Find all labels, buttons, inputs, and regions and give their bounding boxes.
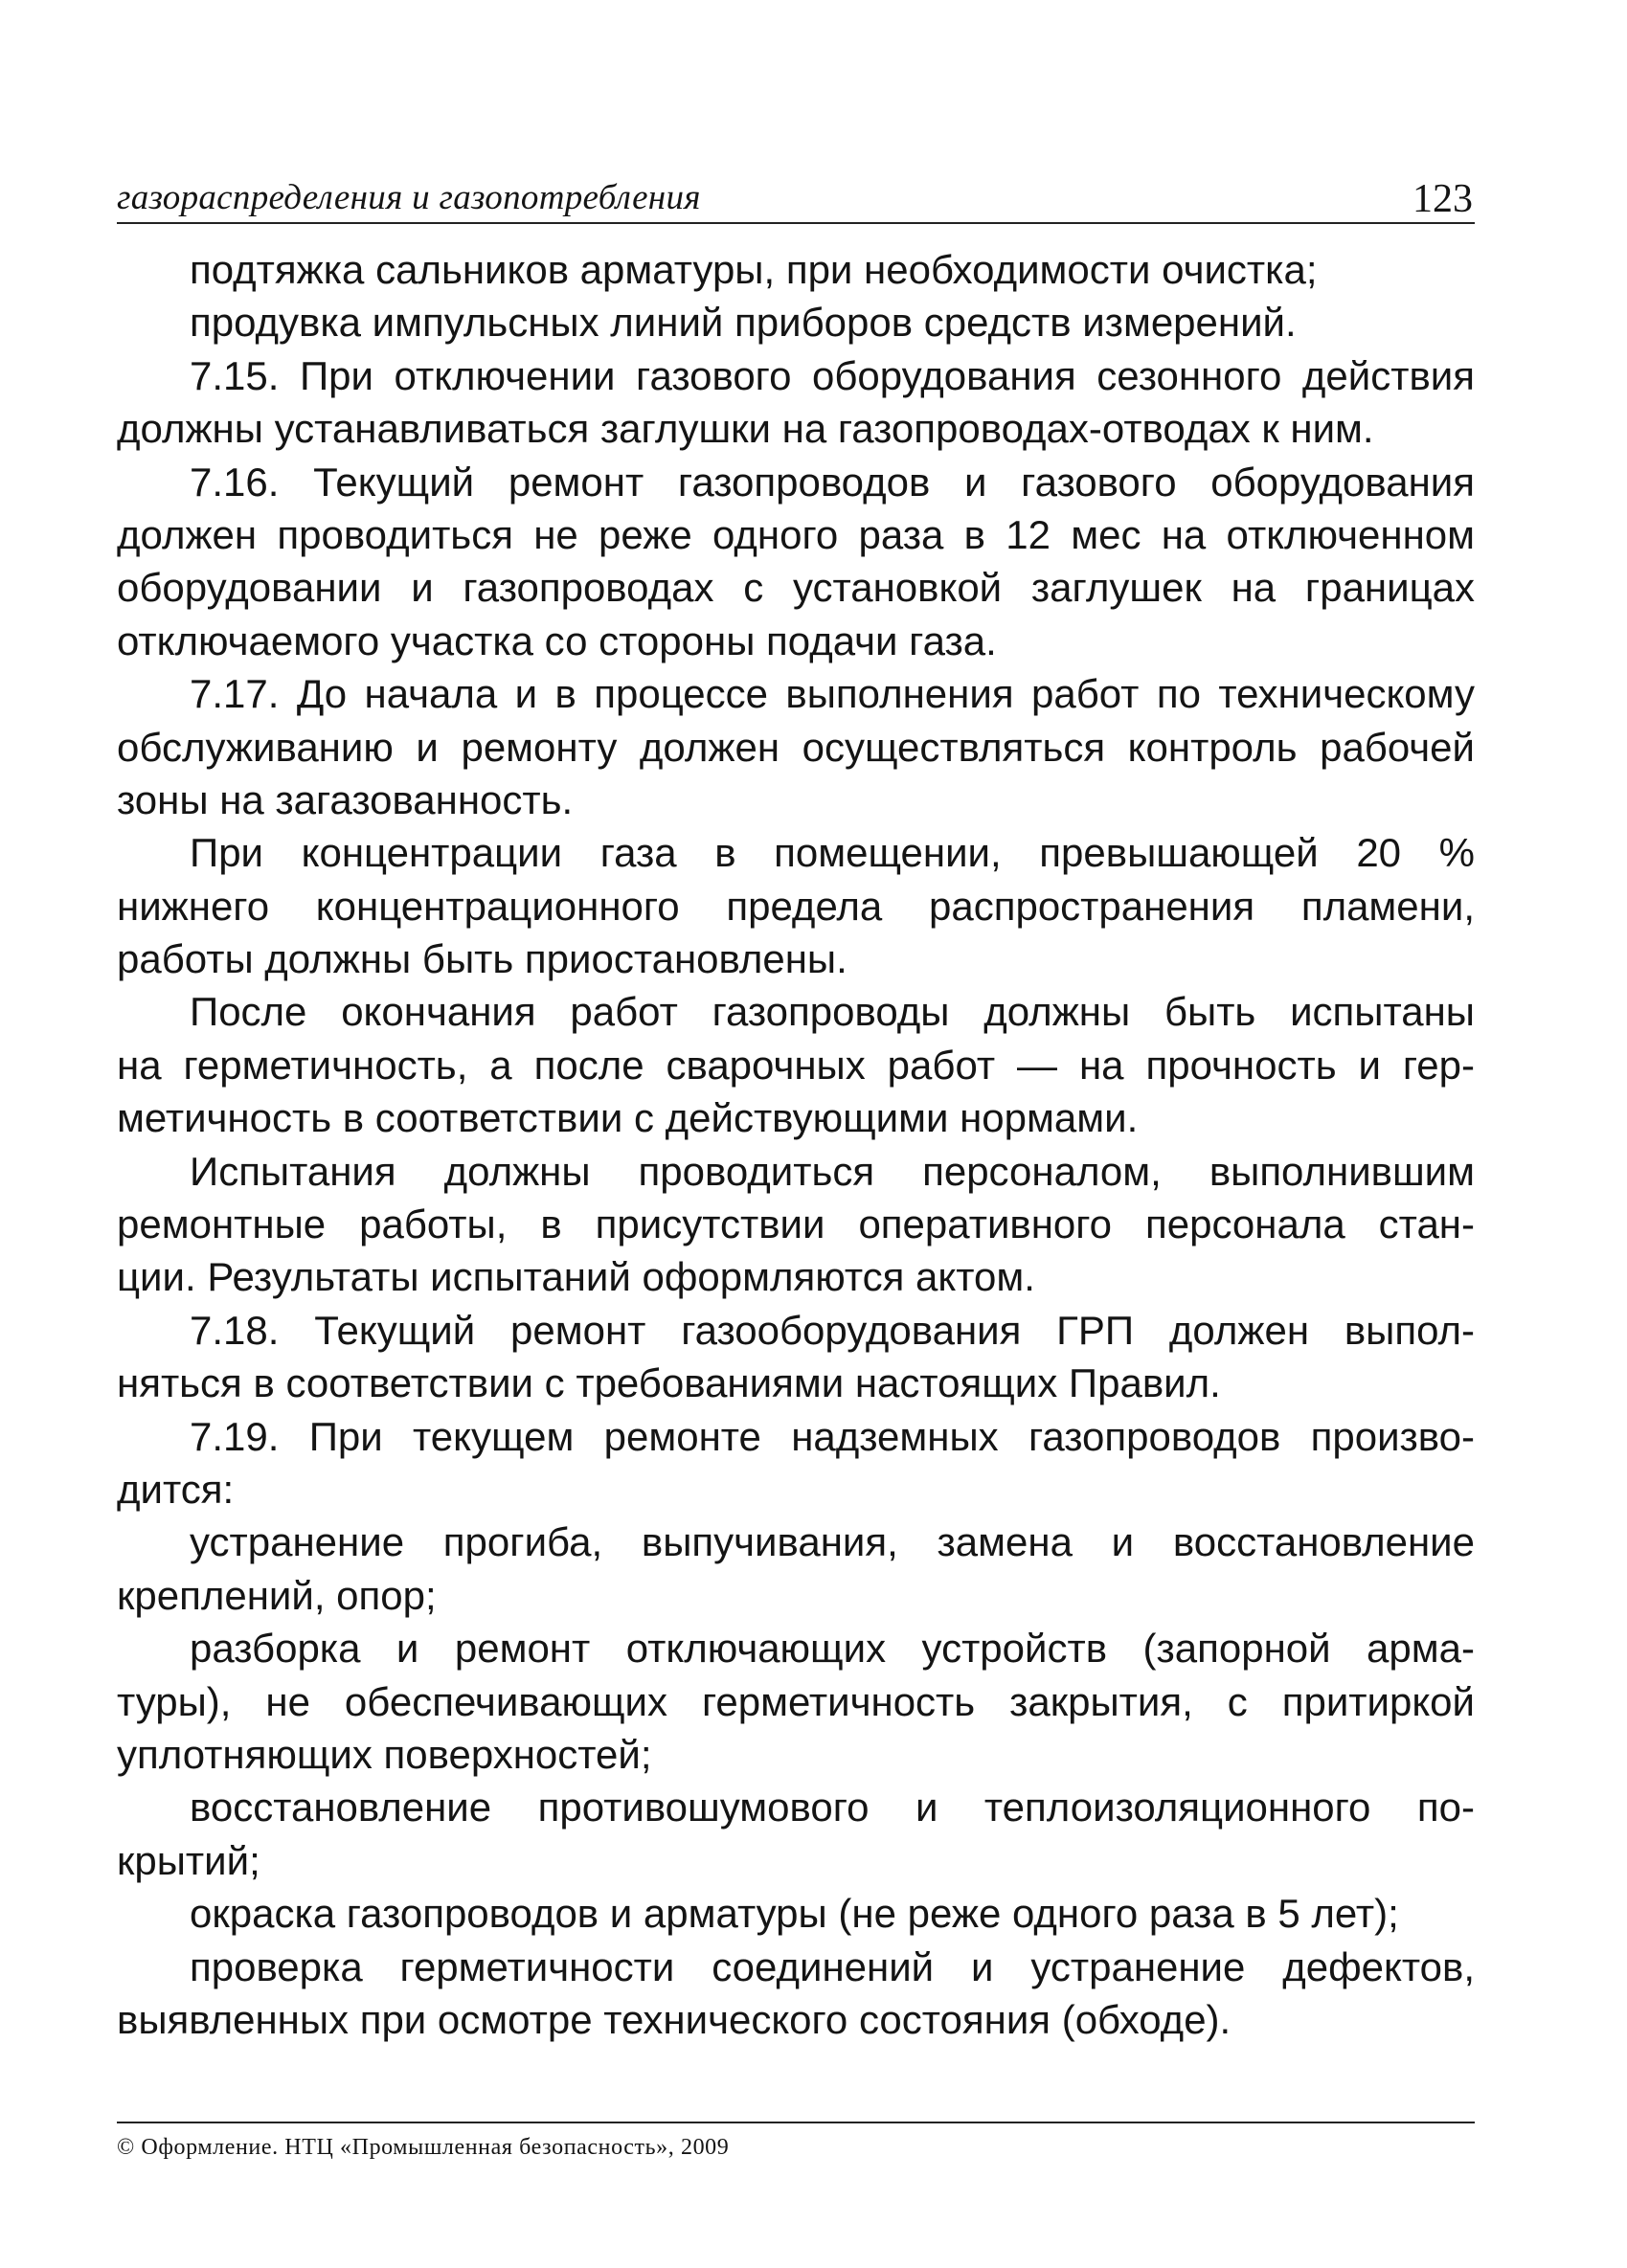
text-line: 7.17. До начала и в процессе выполнения работ по техническому [190,671,1475,717]
text-line: проверка герметичности соединений и устранение дефектов, [190,1943,1475,1989]
text-line: выявленных при осмотре технического состояния (обходе). [117,1996,1232,2042]
text-line: устранение прогиба, выпучивания, замена и восстановление [190,1519,1475,1565]
text-line: подтяжка сальников арматуры, при необходимости очистка; [190,247,1318,292]
text-line: зоны на загазованность. [117,776,574,822]
body-text [117,243,1475,2046]
text-line: уплотняющих поверхностей; [117,1731,652,1777]
text-line: разборка и ремонт отключающих устройств (запорной арма- [190,1626,1475,1672]
text-line: крытий; [117,1837,260,1883]
text-line: работы должны быть приостановлены. [117,936,847,982]
text-line: ремонтные работы, в присутствии оперативного персонала стан- [117,1201,1475,1247]
text-line: 7.19. При текущем ремонте надземных газопроводов произво- [190,1413,1475,1459]
text-line: на герметичность, а после сварочных работ — на прочность и гер- [117,1042,1475,1088]
text-line: туры), не обеспечивающих герметичность закрытия, с притиркой [117,1678,1475,1724]
text-line: ции. Результаты испытаний оформляются актом. [117,1254,1035,1300]
text-line: Испытания должны проводиться персоналом, выполнившим [190,1148,1475,1194]
text-line: окраска газопроводов и арматуры (не реже одного раза в 5 лет); [190,1891,1399,1937]
text-line: При концентрации газа в помещении, превышающей 20 % [190,830,1475,876]
text-line: должны устанавливаться заглушки на газопроводах-отводах к ним. [117,406,1374,452]
page-number: 123 [1412,177,1473,221]
text-line: 7.16. Текущий ремонт газопроводов и газового оборудования [190,459,1475,505]
running-title: газораспределения и газопотребления [117,178,701,217]
text-line: продувка импульсных линий приборов средств измерений. [190,300,1297,346]
footer-copyright: © Оформление. НТЦ «Промышленная безопасность», 2009 [117,2122,1475,2161]
text-line: отключаемого участка со стороны подачи газа. [117,618,997,663]
text-line: креплений, опор; [117,1572,437,1618]
text-line: дится: [117,1466,235,1512]
text-line: После окончания работ газопроводы должны быть испытаны [190,989,1475,1035]
text-line: 7.15. При отключении газового оборудования сезонного действия [190,352,1475,398]
text-line: няться в соответствии с требованиями настоящих Правил. [117,1360,1221,1406]
text-line: 7.18. Текущий ремонт газооборудования ГРП должен выпол- [190,1307,1475,1353]
text-line: восстановление противошумового и теплоизоляционного по- [190,1785,1475,1830]
text-line: обслуживанию и ремонту должен осуществляться контроль рабочей [117,724,1475,770]
text-line: оборудовании и газопроводах с установкой заглушек на границах [117,565,1475,611]
text-line: должен проводиться не реже одного раза в 12 мес на отключенном [117,511,1475,557]
running-header [117,172,1475,224]
text-line: нижнего концентрационного предела распространения пламени, [117,883,1475,929]
text-line: метичность в соответствии с действующими нормами. [117,1095,1139,1141]
